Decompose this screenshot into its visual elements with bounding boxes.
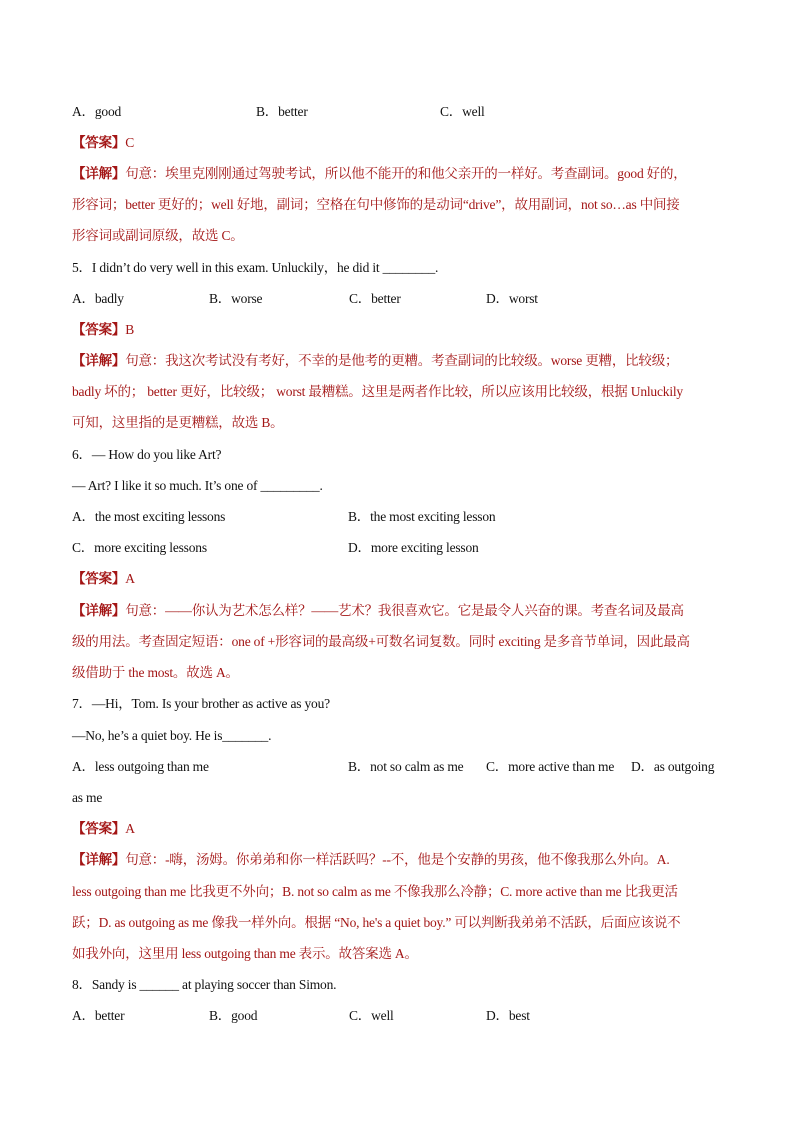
q5-option-a: A．badly (72, 291, 124, 306)
q7-option-d-wrap: as me (72, 790, 103, 805)
answer-value: A (125, 821, 135, 836)
answer-value: C (125, 135, 135, 150)
q4-detail-line-1 (72, 164, 732, 184)
q4-option-b: B．better (256, 104, 308, 119)
q8-stem: 8．Sandy is ______ at playing soccer than Simon. (72, 977, 337, 992)
q6-option-d: D．more exciting lesson (348, 540, 479, 555)
q7-detail-line-3: 跃；D. as outgoing as me 像我一样外向。根据 “No, he's a quiet boy.” 可以判断我弟弟不活跃，后面应该说不 (72, 915, 681, 930)
q6-answer (72, 569, 732, 589)
q6-stem-2: — Art? I like it so much. It’s one of _________. (72, 478, 323, 493)
q5-option-b: B．worse (209, 291, 263, 306)
q8-option-a: A．better (72, 1008, 125, 1023)
q4-option-c: C．well (440, 104, 485, 119)
q7-answer (72, 819, 732, 839)
answer-tag: 【答案】 (72, 322, 126, 337)
detail-tag: 【详解】 (72, 353, 126, 368)
answer-tag: 【答案】 (72, 821, 126, 836)
q5-answer (72, 320, 732, 340)
q6-option-c: C．more exciting lessons (72, 540, 207, 555)
q5-option-d: D．worst (486, 291, 538, 306)
q7-option-d: D．as outgoing (631, 759, 715, 774)
q8-option-b: B．good (209, 1008, 258, 1023)
q7-detail-line-4: 如我外向，这里用 less outgoing than me 表示。故答案选 A。 (72, 946, 418, 961)
detail-tag: 【详解】 (72, 166, 126, 181)
q6-stem: 6．— How do you like Art? (72, 447, 222, 462)
q5-detail-line-3: 可知，这里指的是更糟糕，故选 B。 (72, 415, 284, 430)
q7-option-b: B．not so calm as me (348, 759, 464, 774)
q7-stem-2: —No, he’s a quiet boy. He is_______. (72, 728, 272, 743)
q6-option-a: A．the most exciting lessons (72, 509, 226, 524)
q8-option-d: D．best (486, 1008, 530, 1023)
detail-text: 句意：-嗨，汤姆。你弟弟和你一样活跃吗？--不，他是个安静的男孩，他不像我那么外向。A. (125, 852, 670, 867)
answer-tag: 【答案】 (72, 135, 126, 150)
q6-detail-line-3: 级借助于 the most。故选 A。 (72, 665, 239, 680)
answer-value: A (125, 571, 135, 586)
q4-detail-line-2: 形容词；better 更好的；well 好地，副词；空格在句中修饰的是动词“drive”，故用副词，not so…as 中间接 (72, 197, 680, 212)
q6-detail-line-2: 级的用法。考查固定短语：one of +形容词的最高级+可数名词复数。同时 exciting 是多音节单词，因此最高 (72, 634, 690, 649)
detail-text: 句意：我这次考试没有考好，不幸的是他考的更糟。考查副词的比较级。worse 更糟，比较级； (125, 353, 679, 368)
answer-tag: 【答案】 (72, 571, 126, 586)
detail-tag: 【详解】 (72, 603, 126, 618)
q7-option-c: C．more active than me (486, 759, 615, 774)
q4-option-a: A．good (72, 104, 122, 119)
q7-detail-line-1 (72, 850, 732, 870)
q8-option-c: C．well (349, 1008, 394, 1023)
q5-stem: 5．I didn’t do very well in this exam. Unluckily，he did it ________. (72, 260, 439, 275)
q7-option-a: A．less outgoing than me (72, 759, 209, 774)
detail-text: 句意：——你认为艺术怎么样？——艺术？我很喜欢它。它是最令人兴奋的课。考查名词及最高 (125, 603, 684, 618)
q7-detail-line-2: less outgoing than me 比我更不外向；B. not so calm as me 不像我那么冷静；C. more active than me 比我更活 (72, 884, 678, 899)
q4-detail-line-3: 形容词或副词原级，故选 C。 (72, 228, 244, 243)
q6-option-b: B．the most exciting lesson (348, 509, 496, 524)
q6-detail-line-1 (72, 601, 732, 621)
detail-tag: 【详解】 (72, 852, 126, 867)
detail-text: 句意：埃里克刚刚通过驾驶考试，所以他不能开的和他父亲开的一样好。考查副词。good 好的， (125, 166, 687, 181)
q5-detail-line-2: badly 坏的； better 更好，比较级； worst 最糟糕。这里是两者作比较，所以应该用比较级，根据 Unluckily (72, 384, 683, 399)
q5-option-c: C．better (349, 291, 401, 306)
q5-detail-line-1 (72, 351, 732, 371)
answer-value: B (125, 322, 135, 337)
q4-answer (72, 133, 732, 153)
q7-stem: 7．—Hi，Tom. Is your brother as active as you? (72, 696, 330, 711)
